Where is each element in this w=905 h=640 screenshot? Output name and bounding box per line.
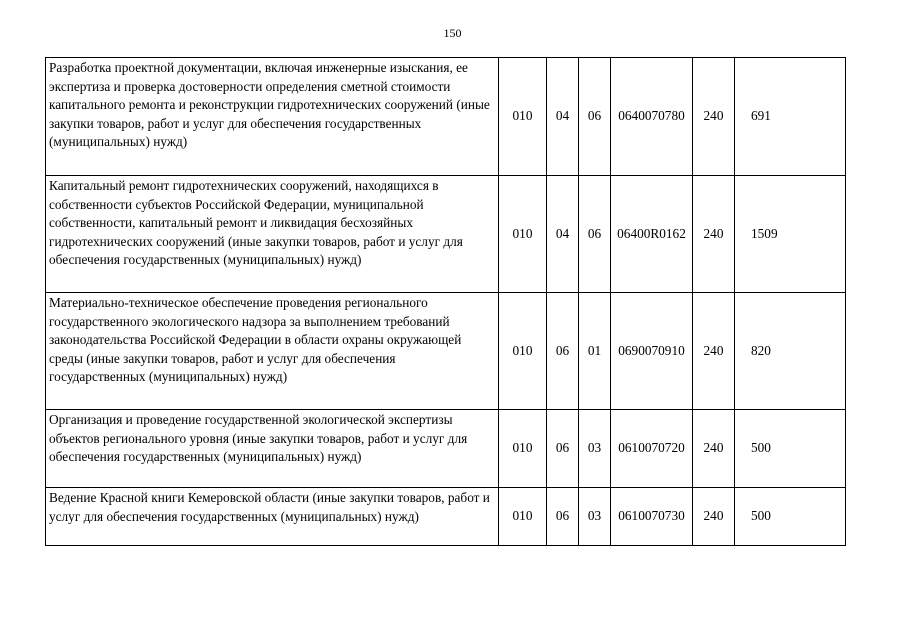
row-section-code: 06 bbox=[547, 293, 579, 410]
row-subsection-code: 06 bbox=[579, 176, 611, 293]
row-description: Разработка проектной документации, включая инженерные изыскания, ее экспертиза и проверка достоверности определения сметной стоимости капитального ремонта и реконструкции гидротехнических сооружений (иные закупки товаров, работ и услуг для обеспечения государственных (муниципальных) нужд) bbox=[46, 58, 499, 176]
row-expense-type-code: 240 bbox=[693, 176, 735, 293]
row-description: Материально-техническое обеспечение проведения регионального государственного экологического надзора за выполнением требований законодательства Российской Федерации в области охраны окружающей среды (иные закупки товаров, работ и услуг для обеспечения государственных (муниципальных) нужд) bbox=[46, 293, 499, 410]
row-description: Организация и проведение государственной экологической экспертизы объектов регионального уровня (иные закупки товаров, работ и услуг для обеспечения государственных (муниципальных) нужд) bbox=[46, 410, 499, 488]
row-amount: 500 bbox=[735, 488, 846, 546]
row-amount: 820 bbox=[735, 293, 846, 410]
row-grbs-code: 010 bbox=[499, 176, 547, 293]
table-row bbox=[46, 58, 846, 176]
budget-table bbox=[45, 57, 846, 546]
row-amount: 500 bbox=[735, 410, 846, 488]
row-subsection-code: 06 bbox=[579, 58, 611, 176]
row-grbs-code: 010 bbox=[499, 410, 547, 488]
row-expense-type-code: 240 bbox=[693, 293, 735, 410]
row-target-article-code: 06400R0162 bbox=[611, 176, 693, 293]
table-row bbox=[46, 176, 846, 293]
row-grbs-code: 010 bbox=[499, 488, 547, 546]
row-section-code: 04 bbox=[547, 176, 579, 293]
row-description: Капитальный ремонт гидротехнических сооружений, находящихся в собственности субъектов Российской Федерации, муниципальной собственности, капитальный ремонт и ликвидация бесхозяйных гидротехнических сооружений (иные закупки товаров, работ и услуг для обеспечения государственных (муниципальных) нужд) bbox=[46, 176, 499, 293]
row-target-article-code: 0610070730 bbox=[611, 488, 693, 546]
row-subsection-code: 03 bbox=[579, 488, 611, 546]
page-number: 150 bbox=[443, 26, 462, 40]
row-section-code: 06 bbox=[547, 410, 579, 488]
row-section-code: 06 bbox=[547, 488, 579, 546]
row-target-article-code: 0640070780 bbox=[611, 58, 693, 176]
table-row bbox=[46, 488, 846, 546]
row-expense-type-code: 240 bbox=[693, 488, 735, 546]
row-amount: 691 bbox=[735, 58, 846, 176]
row-subsection-code: 01 bbox=[579, 293, 611, 410]
row-target-article-code: 0690070910 bbox=[611, 293, 693, 410]
row-target-article-code: 0610070720 bbox=[611, 410, 693, 488]
table-row bbox=[46, 410, 846, 488]
row-amount: 1509 bbox=[735, 176, 846, 293]
row-description: Ведение Красной книги Кемеровской области (иные закупки товаров, работ и услуг для обеспечения государственных (муниципальных) нужд) bbox=[46, 488, 499, 546]
row-section-code: 04 bbox=[547, 58, 579, 176]
row-expense-type-code: 240 bbox=[693, 410, 735, 488]
row-grbs-code: 010 bbox=[499, 58, 547, 176]
row-grbs-code: 010 bbox=[499, 293, 547, 410]
table-row bbox=[46, 293, 846, 410]
row-subsection-code: 03 bbox=[579, 410, 611, 488]
row-expense-type-code: 240 bbox=[693, 58, 735, 176]
